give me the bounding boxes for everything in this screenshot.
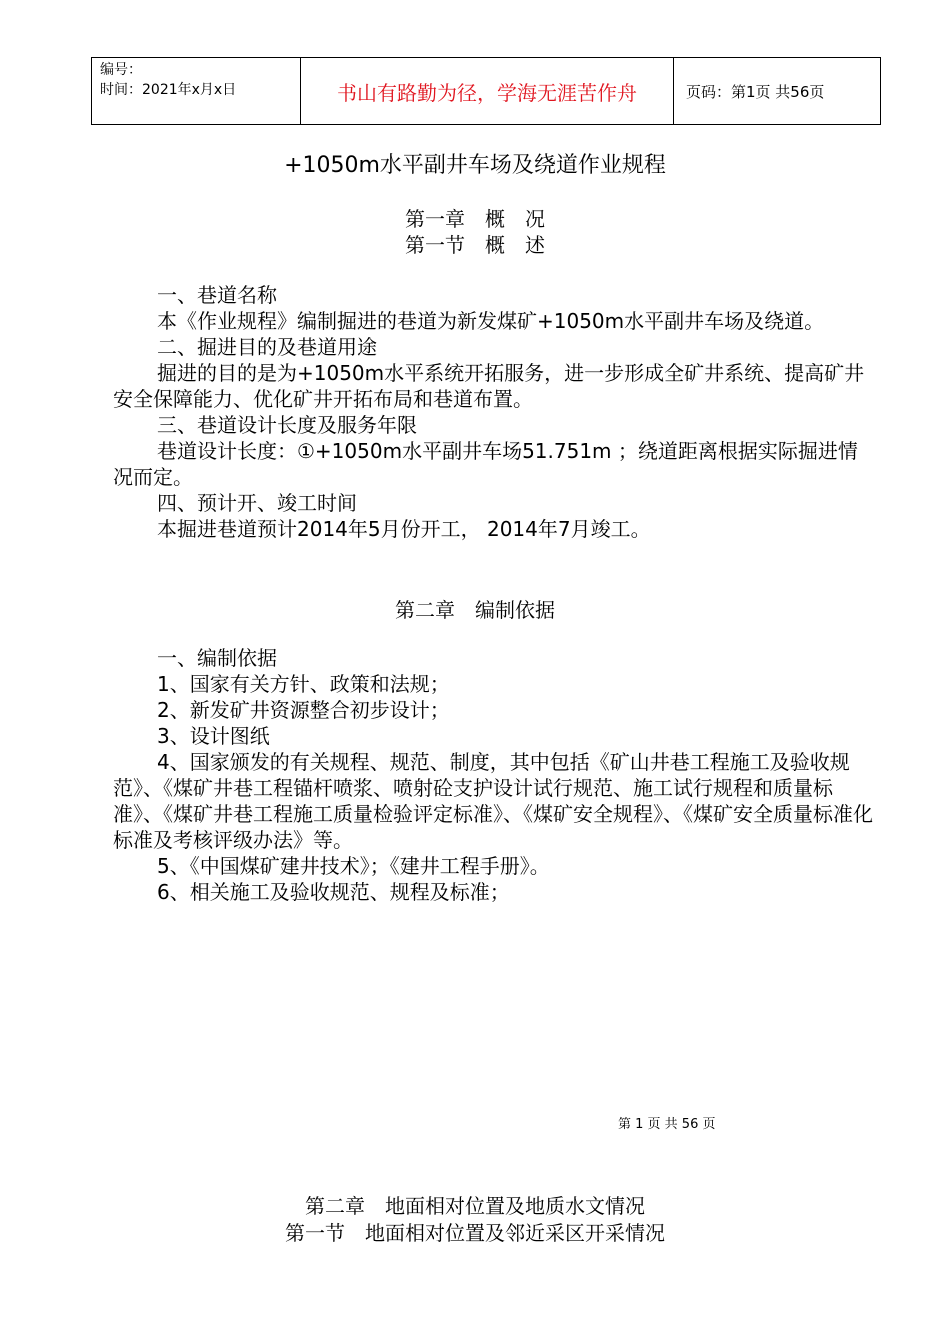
paragraph: 4、国家颁发的有关规程、规范、制度，其中包括《矿山井巷工程施工及验收规范》、《煤矿井巷工程锚杆喷浆、喷射砼支护设计试行规范、施工试行规程和质量标准》、《煤矿井巷工程施工质量检验评定标准》、《煤矿安全规程》、《煤矿安全质量标准化标准及考核评级办法》等。: [113, 750, 873, 852]
motto-cell: [301, 58, 674, 125]
paragraph: 巷道设计长度：①+1050m水平副井车场51.751m ；绕道距离根据实际掘进情况而定。: [113, 439, 858, 489]
paragraph: 一、巷道名称: [157, 283, 277, 307]
page-label: 页码：第1页 共56页: [686, 82, 825, 101]
paragraph: 掘进的目的是为+1050m水平系统开拓服务，进一步形成全矿井系统、提高矿井安全保障能力、优化矿井开拓布局和巷道布置。: [113, 361, 865, 411]
page-footer: 第 1 页 共 56 页: [618, 1117, 716, 1132]
paragraph: 二、掘进目的及巷道用途: [157, 335, 377, 359]
paragraph: 四、预计开、竣工时间: [157, 491, 357, 515]
paragraph: 一、编制依据: [157, 646, 277, 670]
paragraph: 1、国家有关方针、政策和法规；: [157, 672, 450, 696]
paragraph: 2、新发矿井资源整合初步设计；: [157, 698, 450, 722]
chapter2-heading: 第二章 编制依据: [395, 598, 555, 622]
motto-text: 书山有路勤为径，学海无涯苦作舟: [337, 80, 637, 105]
paragraph: 6、相关施工及验收规范、规程及标准；: [157, 880, 510, 904]
paragraph: 三、巷道设计长度及服务年限: [157, 413, 417, 437]
header-table: [91, 57, 881, 125]
document-title: +1050m水平副井车场及绕道作业规程: [284, 153, 666, 178]
chapter2-body: [113, 645, 873, 905]
page-label-cell: [674, 58, 881, 125]
paragraph: 5、《中国煤矿建井技术》；《建井工程手册》。: [157, 854, 550, 878]
number-label: 编号：: [100, 62, 142, 78]
time-label: 时间：2021年x月x日: [100, 82, 237, 98]
chapter1-body: [113, 282, 873, 542]
paragraph: 本掘进巷道预计2014年5月份开工， 2014年7月竣工。: [157, 517, 651, 541]
next-section-heading: 第一节 地面相对位置及邻近采区开采情况: [285, 1221, 665, 1245]
paragraph: 本《作业规程》编制掘进的巷道为新发煤矿+1050m水平副井车场及绕道。: [157, 309, 825, 333]
chapter1-heading: 第一章 概 况: [405, 207, 545, 231]
chapter1-section: 第一节 概 述: [405, 233, 545, 257]
next-chapter-heading: 第二章 地面相对位置及地质水文情况: [305, 1194, 645, 1218]
header-meta-cell: [92, 58, 301, 125]
paragraph: 3、设计图纸: [157, 724, 270, 748]
